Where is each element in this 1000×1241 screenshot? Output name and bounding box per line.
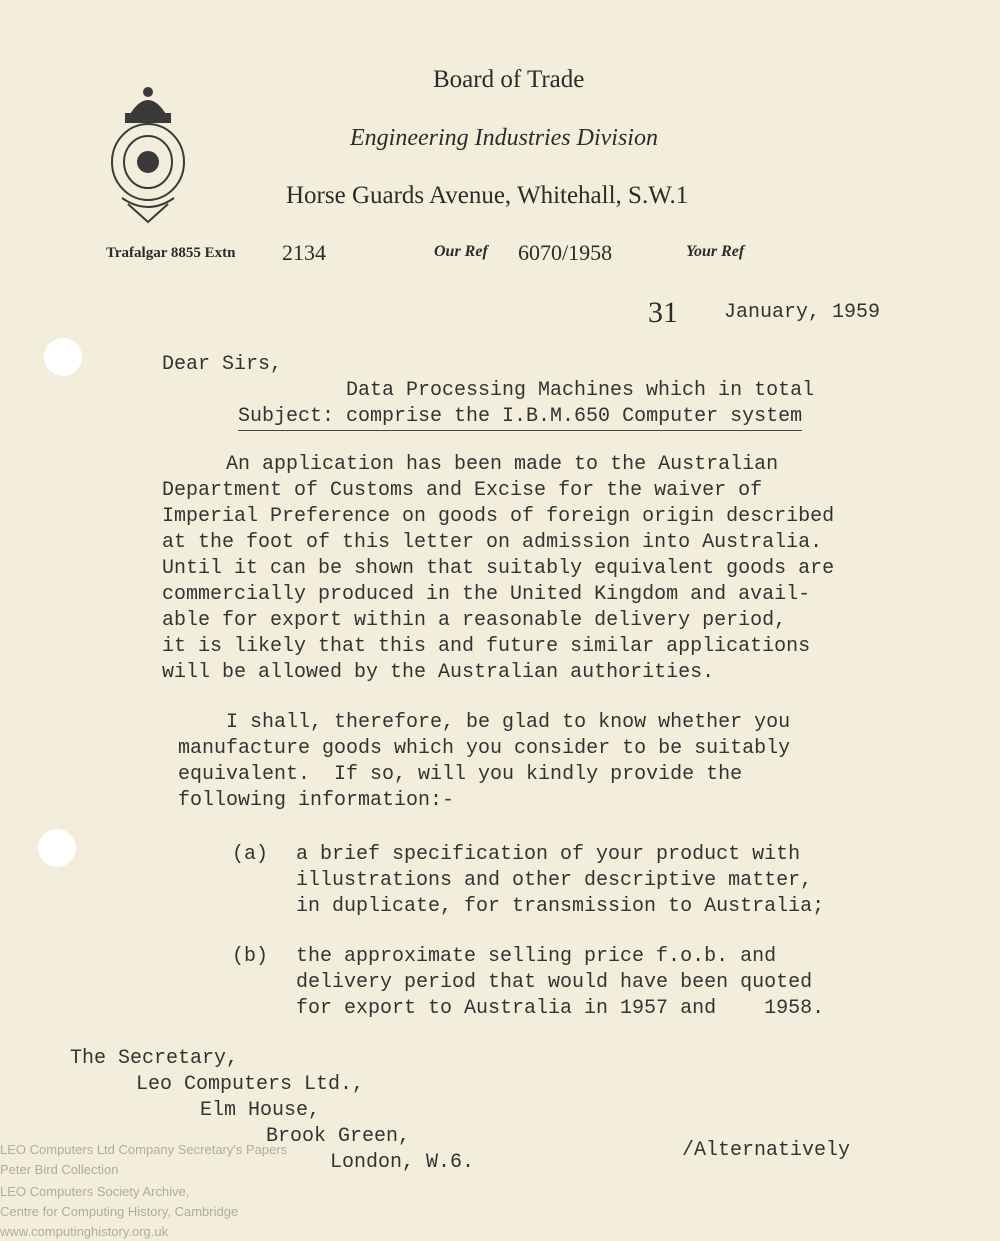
body-paragraph-1: An application has been made to the Australian Department of Customs and Excise for the waiver of Imperial Preference on goods of foreign origin described at the foot of this letter on admission into Australia. Until it can be shown that suitably equivalent goods are commercially produced in the United Kingdom and avail- able for export within a reasonable delivery period, it is likely that this and future similar applications will be allowed by the Australian authorities. xyxy=(162,453,835,684)
subject-line-2: Subject: comprise the I.B.M.650 Computer system xyxy=(238,404,802,431)
letterhead-division: Engineering Industries Division xyxy=(350,125,658,151)
list-item-text-a: a brief specification of your product with illustrations and other descriptive matter, in duplicate, for transmission to Australia; xyxy=(296,843,825,918)
archive-stamp-line: LEO Computers Society Archive, xyxy=(0,1184,190,1199)
list-item-label-b: (b) xyxy=(232,945,269,968)
date-month-year: January, 1959 xyxy=(724,301,881,324)
letterhead-address: Horse Guards Avenue, Whitehall, S.W.1 xyxy=(286,182,689,209)
your-ref-label: Your Ref xyxy=(686,243,745,260)
subject-line-1: Data Processing Machines which in total xyxy=(346,379,815,402)
recipient-line: Leo Computers Ltd., xyxy=(136,1073,365,1096)
list-item-text-b: the approximate selling price f.o.b. and delivery period that would have been quoted for export to Australia in 1957 and 1958. xyxy=(296,945,825,1020)
salutation: Dear Sirs, xyxy=(162,353,283,376)
letterhead-board: Board of Trade xyxy=(433,66,585,93)
punch-hole-bottom xyxy=(38,829,76,867)
archive-stamp-line: LEO Computers Ltd Company Secretary's Papers xyxy=(0,1142,288,1157)
date-day: 31 xyxy=(648,296,678,329)
recipient-line: The Secretary, xyxy=(70,1047,239,1070)
archive-stamp-line: Centre for Computing History, Cambridge xyxy=(0,1204,239,1219)
recipient-line: London, W.6. xyxy=(330,1151,475,1174)
archive-stamp-line: www.computinghistory.org.uk xyxy=(0,1224,169,1239)
list-item-label-a: (a) xyxy=(232,843,269,866)
our-ref-value: 6070/1958 xyxy=(518,240,613,265)
body-paragraph-2: I shall, therefore, be glad to know whether you manufacture goods which you consider to be suitably equivalent. If so, will you kindly provide the following information:- xyxy=(178,711,791,812)
recipient-line: Elm House, xyxy=(200,1099,321,1122)
our-ref-label: Our Ref xyxy=(434,243,488,260)
royal-crest-icon xyxy=(106,82,190,224)
telephone-extension: 2134 xyxy=(282,240,326,265)
telephone-label: Trafalgar 8855 Extn xyxy=(106,245,236,261)
archive-stamp-line: Peter Bird Collection xyxy=(0,1162,119,1177)
recipient-line: Brook Green, xyxy=(266,1125,411,1148)
continuation-marker: /Alternatively xyxy=(682,1139,851,1162)
punch-hole-top xyxy=(44,338,82,376)
